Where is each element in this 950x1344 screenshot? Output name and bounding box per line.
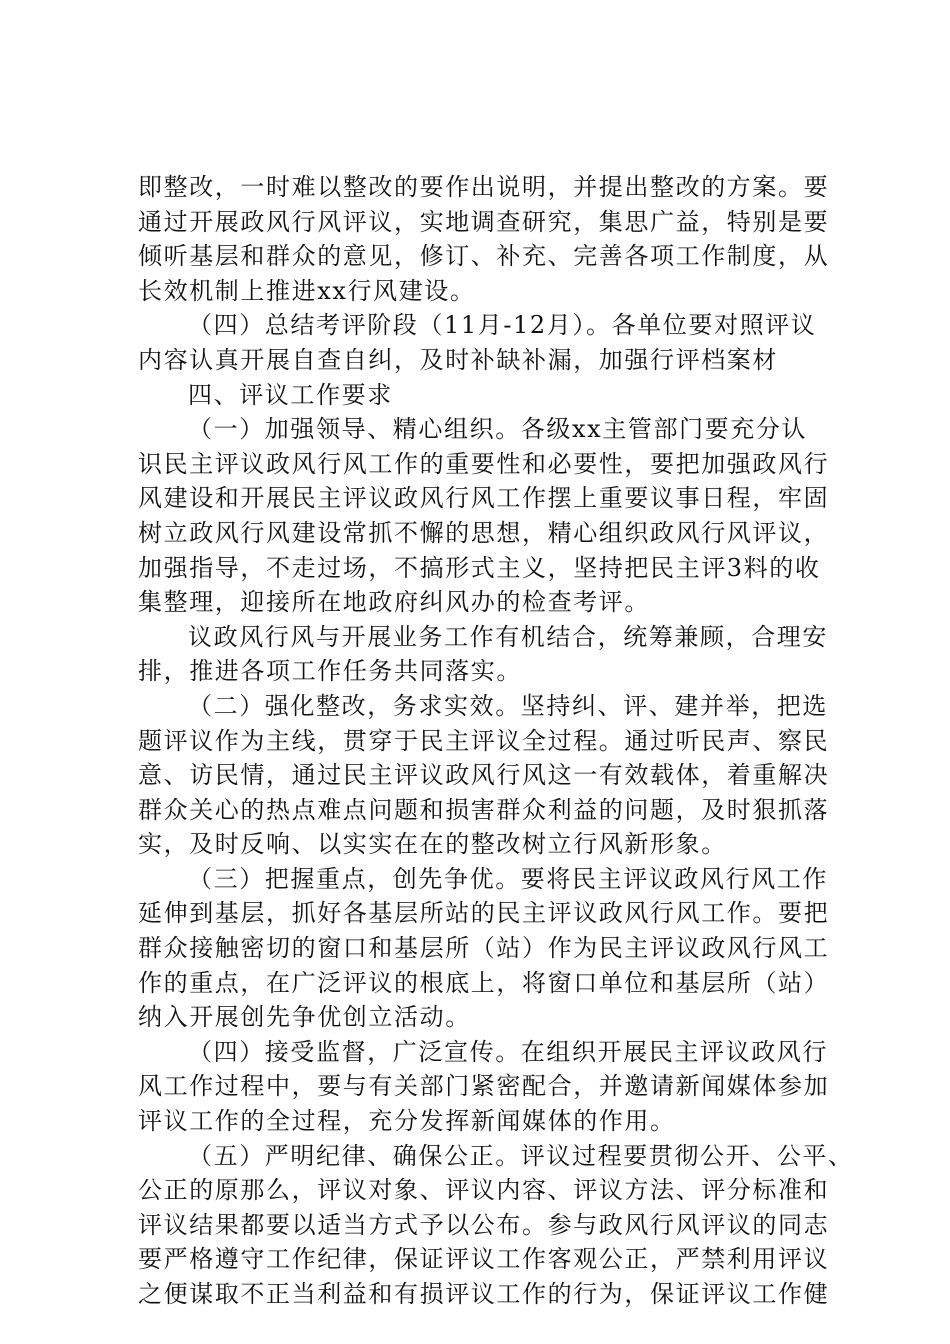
text-line: 延伸到基层，抓好各基层所站的民主评议政风行风工作。要把: [138, 899, 830, 928]
text-line: 纳入开展创先争优创立活动。: [138, 1003, 471, 1032]
text-line: 即整改，一时难以整改的要作出说明，并提出整改的方案。要: [138, 173, 830, 201]
text-line: （二）强化整改，务求实效。坚持纠、评、建并举，把选: [188, 691, 828, 720]
text-line: 四、评议工作要求: [188, 380, 393, 409]
text-line: 群众关心的热点难点问题和损害群众利益的问题，及时狠抓落: [138, 795, 830, 824]
text-line: 题评议作为主线，贯穿于民主评议全过程。通过听民声、察民: [138, 726, 830, 755]
text-line: （一）加强领导、精心组织。各级xx主管部门要充分认: [188, 415, 808, 444]
text-line: 排，推进各项工作任务共同落实。: [138, 657, 522, 686]
text-line: （三）把握重点，创先争优。要将民主评议政风行风工作: [188, 864, 828, 893]
text-line: 公正的原那么，评议对象、评议内容、评议方法、评分标准和: [138, 1176, 830, 1205]
text-line: 通过开展政风行风评议，实地调查研究，集思广益，特别是要: [138, 207, 830, 236]
text-line: 意、访民情，通过民主评议政风行风这一有效载体，着重解决: [138, 761, 830, 790]
text-line: 内容认真开展自查自纠，及时补缺补漏，加强行评档案材: [138, 345, 778, 374]
text-line: 作的重点，在广泛评议的根底上，将窗口单位和基层所（站）: [138, 968, 830, 997]
text-line: 评议结果都要以适当方式予以公布。参与政风行风评议的同志: [138, 1210, 830, 1239]
text-line: 加强指导，不走过场，不搞形式主义，坚持把民主评3料的收: [138, 553, 821, 582]
text-line: 风工作过程中，要与有关部门紧密配合，并邀请新闻媒体参加: [138, 1072, 830, 1101]
text-line: 实，及时反响、以实实在在的整改树立行风新形象。: [138, 830, 727, 859]
text-line: 群众接触密切的窗口和基层所（站）作为民主评议政风行风工: [138, 934, 830, 963]
text-line: 长效机制上推进xx行风建设。: [138, 276, 476, 305]
text-line: （五）严明纪律、确保公正。评议过程要贯彻公开、公平、: [188, 1141, 854, 1170]
text-line: 识民主评议政风行风工作的重要性和必要性，要把加强政风行: [138, 449, 830, 478]
text-line: 树立政风行风建设常抓不懈的思想，精心组织政风行风评议，: [138, 518, 830, 547]
text-line: 风建设和开展民主评议政风行风工作摆上重要议事日程，牢固: [138, 484, 830, 513]
text-line: 评议工作的全过程，充分发挥新闻媒体的作用。: [138, 1107, 676, 1136]
text-line: （四）接受监督，广泛宣传。在组织开展民主评议政风行: [188, 1037, 828, 1066]
text-line: （四）总结考评阶段（11月-12月）。各单位要对照评议: [188, 311, 817, 340]
text-line: 集整理，迎接所在地政府纠风办的检查考评。: [138, 588, 650, 617]
text-line: 之便谋取不正当利益和有损评议工作的行为，保证评议工作健: [138, 1280, 830, 1308]
text-line: 要严格遵守工作纪律，保证评议工作客观公正，严禁利用评议: [138, 1245, 830, 1274]
text-line: 议政风行风与开展业务工作有机结合，统筹兼顾，合理安: [188, 622, 828, 651]
text-line: 倾听基层和群众的意见，修订、补充、完善各项工作制度，从: [138, 242, 830, 271]
document-body: [138, 170, 854, 1312]
